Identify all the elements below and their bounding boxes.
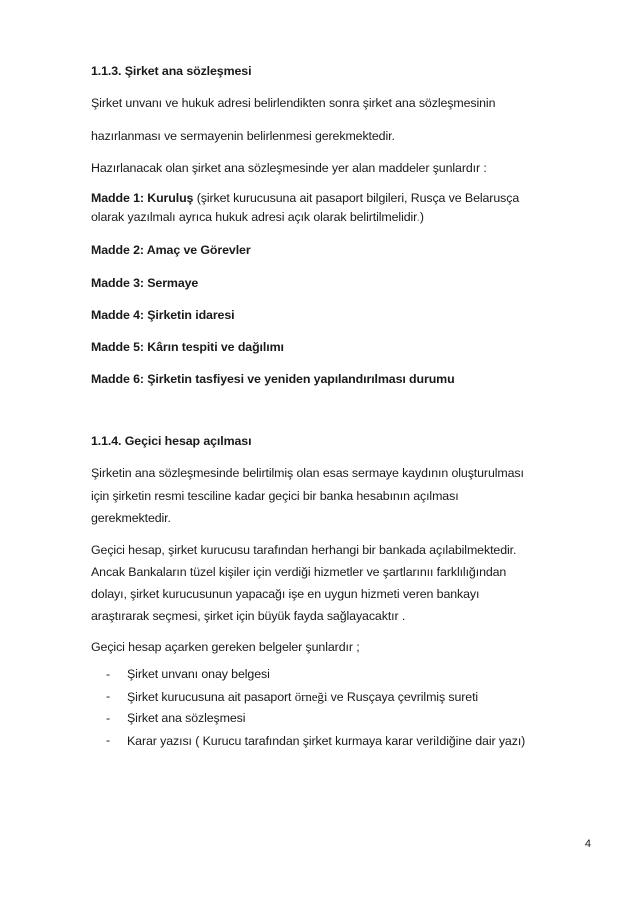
madde-1-line <box>91 191 519 205</box>
list-item <box>127 733 525 749</box>
madde-1-title: Madde 1: Kuruluş <box>91 191 194 205</box>
paragraph-line: Hazırlanacak olan şirket ana sözleşmesinde yer alan maddeler şunlardır : <box>91 161 487 175</box>
list-item-text: Karar yazısı ( Kurucu tarafından şirket kurmaya karar veri <box>127 734 436 748</box>
section-heading-1-1-4: 1.1.4. Geçici hesap açılması <box>91 434 252 448</box>
paragraph-line: Geçici hesap, şirket kurucusu tarafından herhangi bir bankada açılabilmektedir. <box>91 543 517 557</box>
madde-2: Madde 2: Amaç ve Görevler <box>91 243 251 257</box>
paragraph-line: dolayı, şirket kurucusunun yapacağı işe en uygun hizmeti veren bankayı <box>91 587 480 601</box>
list-bullet: - <box>106 667 111 681</box>
paragraph-line: araştırarak seçmesi, şirket için büyük fayda sağlayacaktır . <box>91 609 406 623</box>
madde-3: Madde 3: Sermaye <box>91 276 199 290</box>
madde-6: Madde 6: Şirketin tasfiyesi ve yeniden yapılandırılması durumu <box>91 372 455 386</box>
list-bullet: - <box>106 711 111 725</box>
list-item <box>127 689 478 705</box>
paragraph-line: için şirketin resmi tesciline kadar geçici bir banka hesabının açılması <box>91 489 459 503</box>
paragraph-line: Şirket unvanı ve hukuk adresi belirlendikten sonra şirket ana sözleşmesinin <box>91 96 496 110</box>
list-item-text-serif: örneği <box>294 689 328 704</box>
madde-5: Madde 5: Kârın tespiti ve dağılımı <box>91 340 284 354</box>
paragraph-line: Şirketin ana sözleşmesinde belirtilmiş olan esas sermaye kaydının oluşturulması <box>91 466 524 480</box>
list-item: Şirket ana sözleşmesi <box>127 711 246 725</box>
madde-1-dot: . <box>416 210 420 224</box>
paragraph-line: gerekmektedir. <box>91 511 171 525</box>
page-number: 4 <box>584 838 591 850</box>
list-item-text-serif: l <box>435 733 440 748</box>
madde-1-close-paren: ) <box>419 210 424 224</box>
list-item-text: Şirket kurucusuna ait pasaport <box>127 690 295 704</box>
list-item-text: diğine dair yazı) <box>439 734 526 748</box>
list-bullet: - <box>106 733 111 747</box>
madde-1-line-2 <box>91 210 424 224</box>
section-heading-1-1-3: 1.1.3. Şirket ana sözleşmesi <box>91 64 252 78</box>
paragraph-line: Ancak Bankaların tüzel kişiler için verdiği hizmetler ve şartlarınıı farklılığından <box>91 565 507 579</box>
madde-1-description: (şirket kurucusuna ait pasaport bilgileri, Rusça ve Belarusça <box>193 191 520 205</box>
list-item: Şirket unvanı onay belgesi <box>127 667 270 681</box>
madde-4: Madde 4: Şirketin idaresi <box>91 308 235 322</box>
madde-1-description-cont: olarak yazılmalı ayrıca hukuk adresi açık olarak belirtilmelidir <box>91 210 417 224</box>
list-item-text: ve Rusçaya çevrilmiş sureti <box>327 690 479 704</box>
paragraph-line: Geçici hesap açarken gereken belgeler şunlardır ; <box>91 640 360 654</box>
paragraph-line: hazırlanması ve sermayenin belirlenmesi gerekmektedir. <box>91 129 395 143</box>
list-bullet: - <box>106 689 111 703</box>
